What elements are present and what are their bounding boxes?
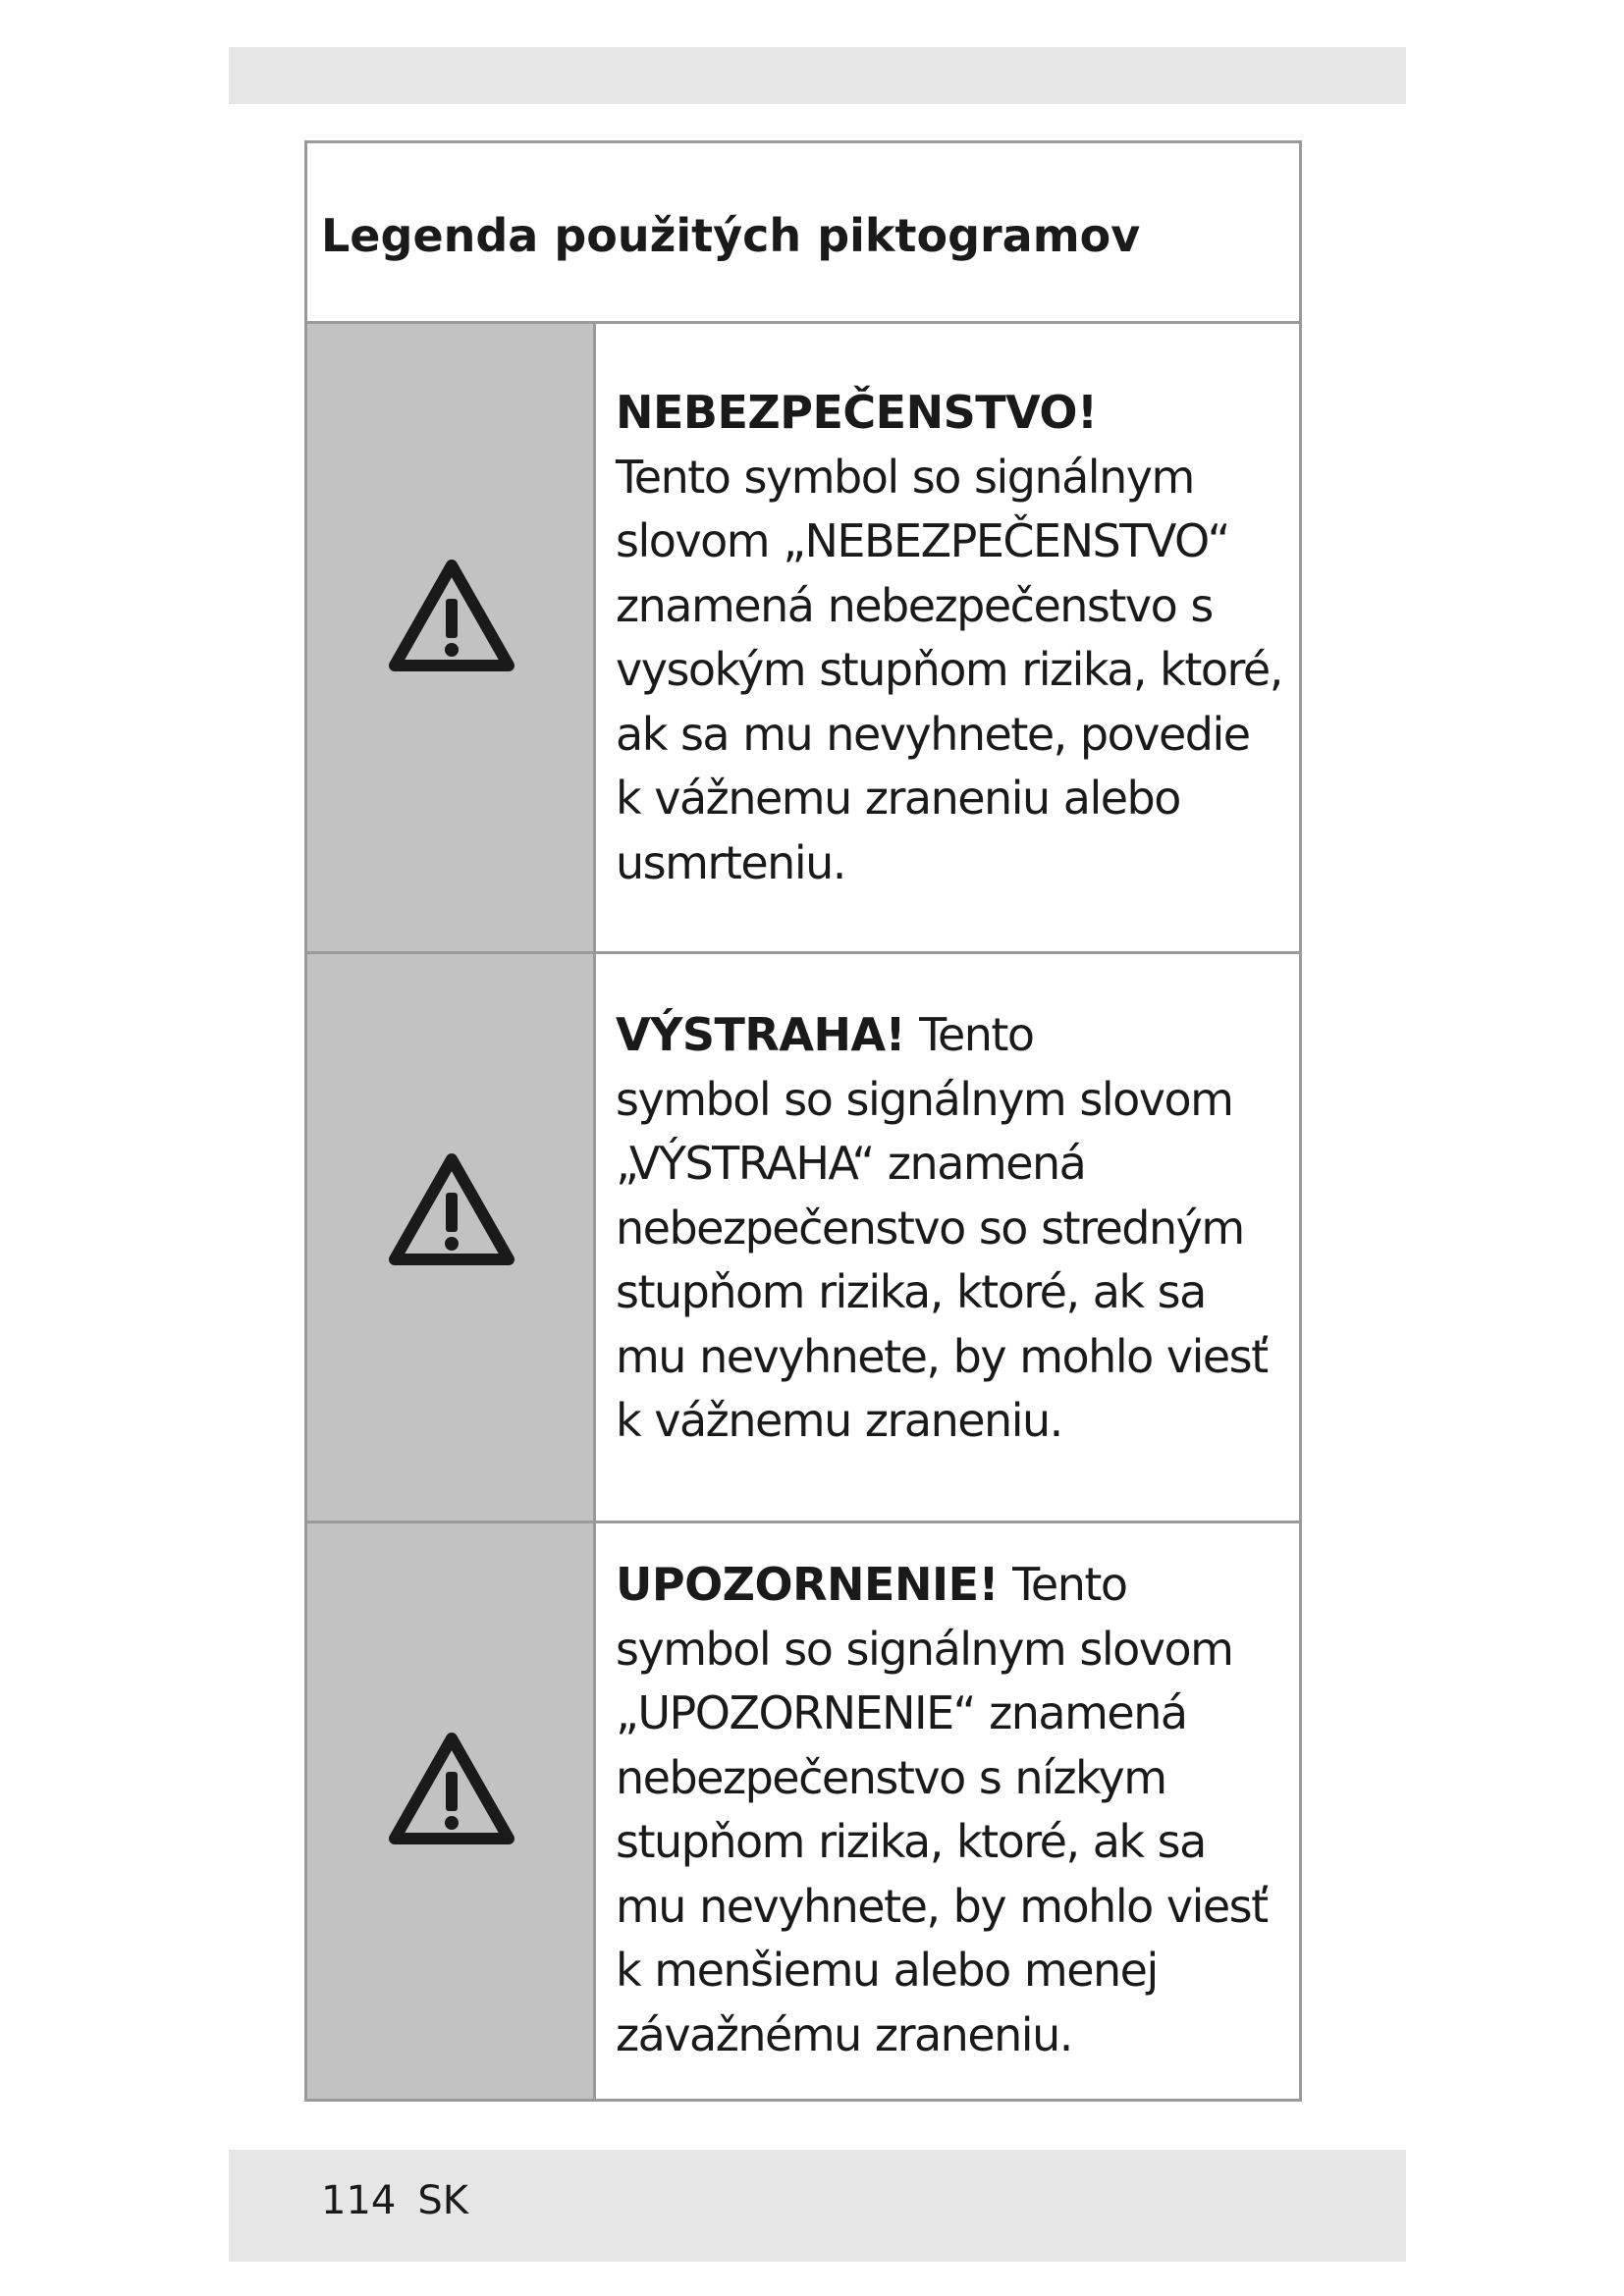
legend-row-danger <box>307 324 1299 954</box>
text-line: „UPOZORNENIE“ znamená <box>616 1686 1187 1739</box>
signal-word-warning: VÝSTRAHA! <box>616 1008 906 1061</box>
text-line: ak sa mu nevyhnete, povedie <box>616 707 1250 761</box>
text-line: symbol so signálnym slovom <box>616 1072 1233 1126</box>
text-line: Tento <box>919 1008 1034 1061</box>
text-line: usmrteniu. <box>616 835 845 889</box>
text-line: závažnému zraneniu. <box>616 2007 1072 2061</box>
text-line: k vážnemu zraneniu. <box>616 1394 1062 1447</box>
text-line: k menšiemu alebo menej <box>616 1944 1158 1997</box>
text-line: nebezpečenstvo so stredným <box>616 1201 1244 1255</box>
text-line: „VÝSTRAHA“ znamená <box>616 1137 1086 1190</box>
warning-triangle-icon <box>389 1731 514 1844</box>
text-line: mu nevyhnete, by mohlo viesť <box>616 1879 1268 1933</box>
text-line: stupňom rizika, ktoré, ak sa <box>616 1815 1206 1868</box>
text-line: slovom „NEBEZPEČENSTVO“ <box>616 514 1230 567</box>
pictogram-legend-table <box>304 140 1302 2102</box>
page-footer <box>321 2171 468 2230</box>
text-line: symbol so signálnym slovom <box>616 1622 1233 1676</box>
legend-text-caution <box>616 1553 1285 2067</box>
text-line: Tento symbol so signálnym <box>616 450 1194 504</box>
icon-cell <box>307 1523 596 2099</box>
signal-word-caution: UPOZORNENIE! <box>616 1558 999 1611</box>
warning-triangle-icon <box>389 558 514 671</box>
legend-title: Legenda použitých piktogramov <box>321 209 1141 262</box>
text-line: mu nevyhnete, by mohlo viesť <box>616 1329 1268 1383</box>
text-line: vysokým stupňom rizika, ktoré, <box>616 643 1282 696</box>
text-line: nebezpečenstvo s nízkym <box>616 1750 1166 1804</box>
text-line: Tento <box>1012 1558 1127 1611</box>
icon-cell <box>307 954 596 1521</box>
text-line: znamená nebezpečenstvo s <box>616 578 1213 632</box>
legend-row-caution <box>307 1523 1299 2099</box>
legend-header <box>307 143 1299 324</box>
text-line: stupňom rizika, ktoré, ak sa <box>616 1265 1206 1318</box>
legend-text-danger <box>616 381 1285 895</box>
page-header-band <box>229 47 1406 104</box>
text-line: k vážnemu zraneniu alebo <box>616 772 1180 825</box>
page-number: 114 <box>321 2178 397 2223</box>
legend-row-warning <box>307 954 1299 1523</box>
icon-cell <box>307 324 596 951</box>
language-code: SK <box>417 2178 468 2223</box>
warning-triangle-icon <box>389 1151 514 1265</box>
signal-word-danger: NEBEZPEČENSTVO! <box>616 386 1098 439</box>
legend-text-warning <box>616 1003 1285 1454</box>
